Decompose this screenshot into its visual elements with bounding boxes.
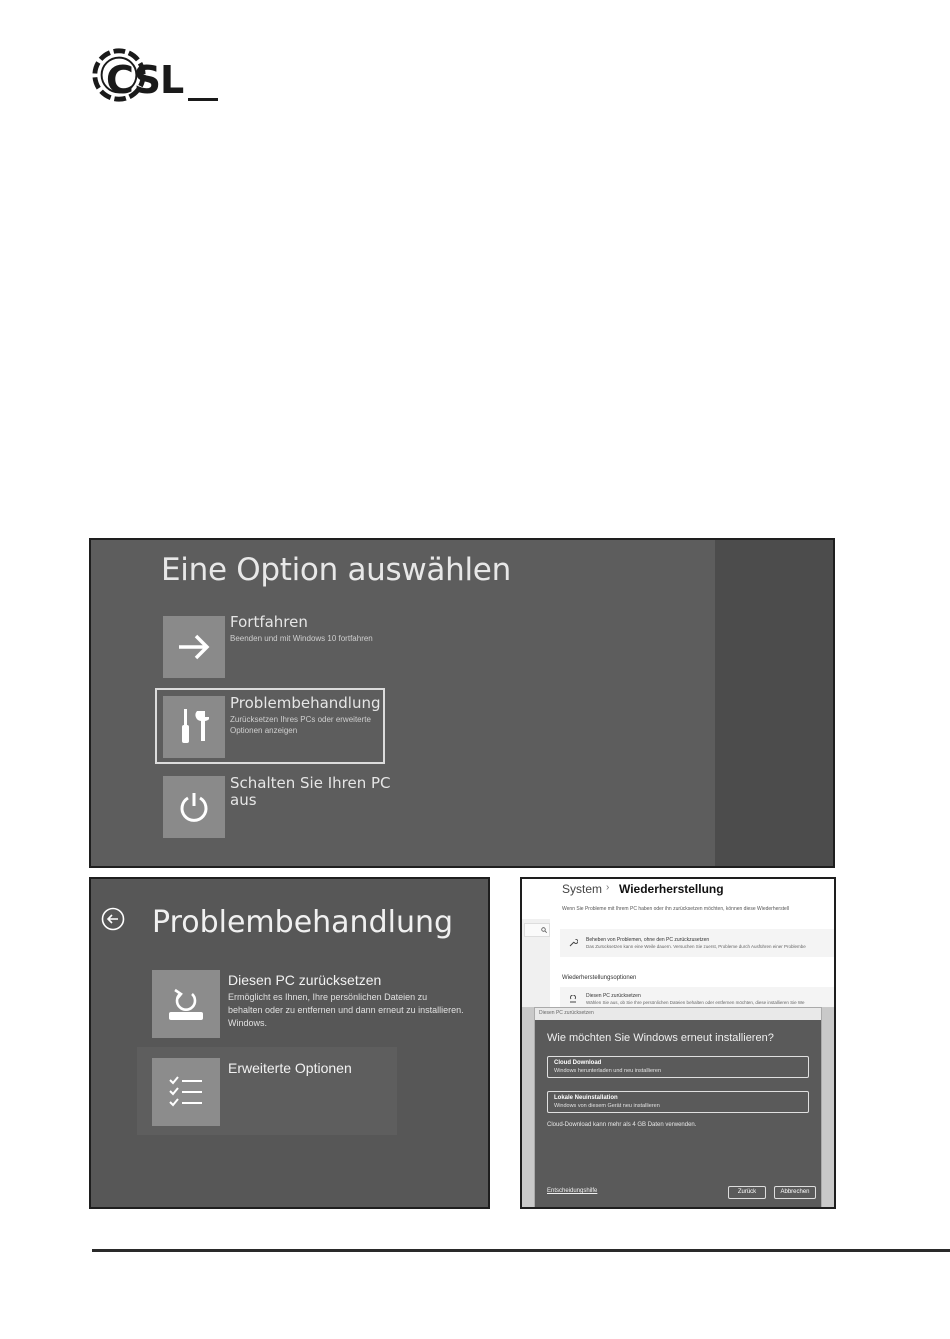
local-reinstall-sub: Windows von diesem Gerät neu installieren xyxy=(554,1103,660,1109)
continue-label[interactable]: Fortfahren xyxy=(230,613,308,631)
shutdown-tile[interactable] xyxy=(163,776,225,838)
back-arrow-icon[interactable] xyxy=(101,907,125,931)
logo-text: CSL xyxy=(106,58,184,102)
screen-side-strip xyxy=(715,540,833,866)
csl-logo xyxy=(88,44,223,114)
fix-problems-card[interactable] xyxy=(560,929,836,957)
breadcrumb-chevron-icon: › xyxy=(606,882,610,893)
fix-problems-sub: Das Zurücksetzen kann eine Weile dauern. Versuchen Sie zuerst, Probleme durch Ausführen einer Problembe xyxy=(586,944,806,949)
shutdown-label-line1[interactable]: Schalten Sie Ihren PC xyxy=(230,774,391,792)
advanced-options-tile[interactable] xyxy=(152,1058,220,1126)
search-input[interactable] xyxy=(524,923,550,937)
reset-pc-tile[interactable] xyxy=(152,970,220,1038)
logo-underline xyxy=(188,98,218,101)
shutdown-label-line2[interactable]: aus xyxy=(230,791,257,809)
dialog-question: Wie möchten Sie Windows erneut installieren? xyxy=(547,1032,774,1044)
intro-text: Wenn Sie Probleme mit Ihrem PC haben oder ihn zurücksetzen möchten, können diese Wiederherstell xyxy=(562,906,789,912)
continue-tile[interactable] xyxy=(163,616,225,678)
power-icon xyxy=(177,790,211,824)
decision-help-link[interactable]: Entscheidungshilfe xyxy=(547,1188,598,1194)
local-reinstall-title: Lokale Neuinstallation xyxy=(554,1095,618,1101)
choose-option-screen xyxy=(89,538,835,868)
breadcrumb-system[interactable]: System xyxy=(562,882,603,896)
continue-desc: Beenden und mit Windows 10 fortfahren xyxy=(230,634,373,643)
search-icon xyxy=(541,927,547,933)
cancel-button[interactable]: Abbrechen xyxy=(774,1186,816,1199)
page-title: Eine Option auswählen xyxy=(161,552,511,588)
reset-pc-desc-line3: Windows. xyxy=(228,1018,268,1028)
back-button[interactable]: Zurück xyxy=(728,1186,766,1199)
recovery-options-heading: Wiederherstellungsoptionen xyxy=(562,975,637,981)
troubleshoot-screen xyxy=(89,877,490,1209)
troubleshoot-desc-line1: Zurücksetzen Ihres PCs oder erweiterte xyxy=(230,715,371,724)
recovery-settings-screen xyxy=(520,877,836,1209)
local-reinstall-option[interactable] xyxy=(547,1091,809,1113)
checklist-icon xyxy=(168,1074,204,1110)
cloud-download-sub: Windows herunterladen und neu installieren xyxy=(554,1068,662,1074)
arrow-right-icon xyxy=(177,633,211,661)
reset-pc-card-sub: Wählen Sie aus, ob Sie Ihre persönlichen Dateien behalten oder entfernen möchten, diese installieren Sie We xyxy=(586,1000,805,1005)
tools-icon xyxy=(179,707,209,747)
reset-pc-desc-line1: Ermöglicht es Ihnen, Ihre persönlichen Dateien zu xyxy=(228,992,428,1002)
cloud-download-title: Cloud Download xyxy=(554,1060,602,1066)
reset-pc-card[interactable] xyxy=(560,987,836,1009)
reset-pc-desc-line2: behalten oder zu entfernen und dann erneut zu installieren. xyxy=(228,1005,464,1015)
breadcrumb-recovery: Wiederherstellung xyxy=(619,882,724,896)
troubleshoot-desc-line2: Optionen anzeigen xyxy=(230,726,298,735)
footer-divider xyxy=(92,1249,950,1252)
advanced-options-label[interactable]: Erweiterte Optionen xyxy=(228,1060,352,1076)
troubleshoot-label[interactable]: Problembehandlung xyxy=(230,694,381,712)
reinstall-dialog xyxy=(534,1007,822,1209)
troubleshoot-tile[interactable] xyxy=(163,696,225,758)
reset-icon xyxy=(568,995,578,1005)
reset-pc-icon xyxy=(166,985,206,1023)
reset-pc-card-title: Diesen PC zurücksetzen xyxy=(586,993,641,999)
wrench-icon xyxy=(568,938,578,948)
dialog-note: Cloud-Download kann mehr als 4 GB Daten verwenden. xyxy=(547,1122,697,1128)
page-title: Problembehandlung xyxy=(152,905,454,940)
dialog-titlebar xyxy=(535,1008,821,1020)
cloud-download-option[interactable] xyxy=(547,1056,809,1078)
reset-pc-label[interactable]: Diesen PC zurücksetzen xyxy=(228,972,382,988)
fix-problems-title: Beheben von Problemen, ohne den PC zurückzusetzen xyxy=(586,937,710,943)
dialog-bar-title: Diesen PC zurücksetzen xyxy=(539,1010,594,1016)
